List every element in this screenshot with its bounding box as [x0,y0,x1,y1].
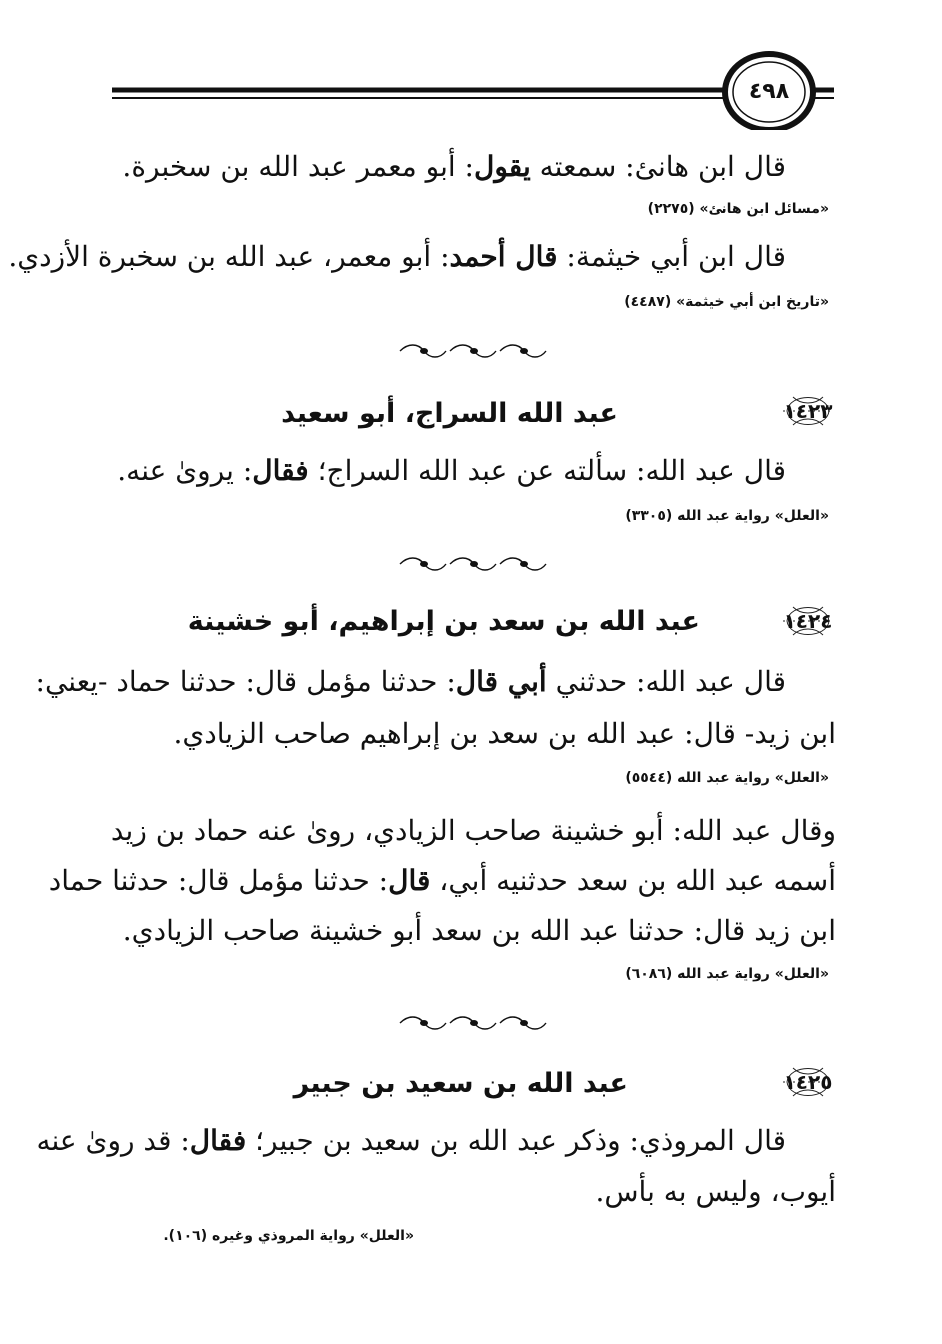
svg-text:١٤٢٣: ١٤٢٣ [783,399,833,423]
section-1424-p2-line3: ابن زيد قال: حدثنا عبد الله بن سعد أبو خشينة صاحب الزيادي. [122,914,836,947]
ornament-divider [396,1015,550,1031]
section-number-badge [775,1058,841,1106]
entry-1-text: قال ابن هانئ: سمعته يقول: أبو معمر عبد الله بن سخبرة. [122,150,786,183]
header-rule [0,0,942,130]
ornament-divider [396,556,550,572]
section-number-badge [775,597,841,645]
section-1424-p2-source: «العلل» رواية عبد الله (٦٠٨٦) [625,966,829,982]
svg-text:١٤٢٤: ١٤٢٤ [783,609,833,633]
section-1425-line1: قال المروذي: وذكر عبد الله بن سعيد بن جبير؛ فقال: قد روىٰ عنه [36,1124,786,1157]
section-1424-p2-line2: أسمه عبد الله بن سعد حدثنيه أبي، قال: حدثنا مؤمل قال: حدثنا حماد [48,864,836,897]
section-1424-p2-line1: وقال عبد الله: أبو خشينة صاحب الزيادي، روىٰ عنه حماد بن زيد [110,814,836,847]
section-1423-title: عبد الله السراج، أبو سعيد [281,398,618,429]
section-1424-title: عبد الله بن سعد بن إبراهيم، أبو خشينة [187,606,700,637]
entry-2-source: «تاريخ ابن أبي خيثمة» (٤٤٨٧) [624,294,829,310]
page-number: ٤٩٨ [748,79,790,104]
section-number-badge [775,387,841,435]
section-1424-p1-line2: ابن زيد- قال: عبد الله بن سعد بن إبراهيم صاحب الزيادي. [173,717,836,750]
section-1425-source: «العلل» رواية المروذي وغيره (١٠٦). [163,1228,414,1244]
section-1424-p1-source: «العلل» رواية عبد الله (٥٥٤٤) [625,770,829,786]
svg-text:١٤٢٥: ١٤٢٥ [783,1070,833,1094]
section-1425-line2: أيوب، وليس به بأس. [595,1175,836,1208]
section-1423-text: قال عبد الله: سألته عن عبد الله السراج؛ فقال: يروىٰ عنه. [117,454,786,487]
entry-2-text: قال ابن أبي خيثمة: قال أحمد: أبو معمر، عبد الله بن سخبرة الأزدي. [8,240,786,273]
ornament-divider [396,343,550,359]
section-1425-title: عبد الله بن سعيد بن جبير [293,1068,628,1099]
section-1424-p1-line1: قال عبد الله: حدثني أبي قال: حدثنا مؤمل قال: حدثنا حماد -يعني: [35,665,786,698]
entry-1-source: «مسائل ابن هانئ» (٢٢٧٥) [647,201,829,217]
section-1423-source: «العلل» رواية عبد الله (٣٣٠٥) [625,508,829,524]
